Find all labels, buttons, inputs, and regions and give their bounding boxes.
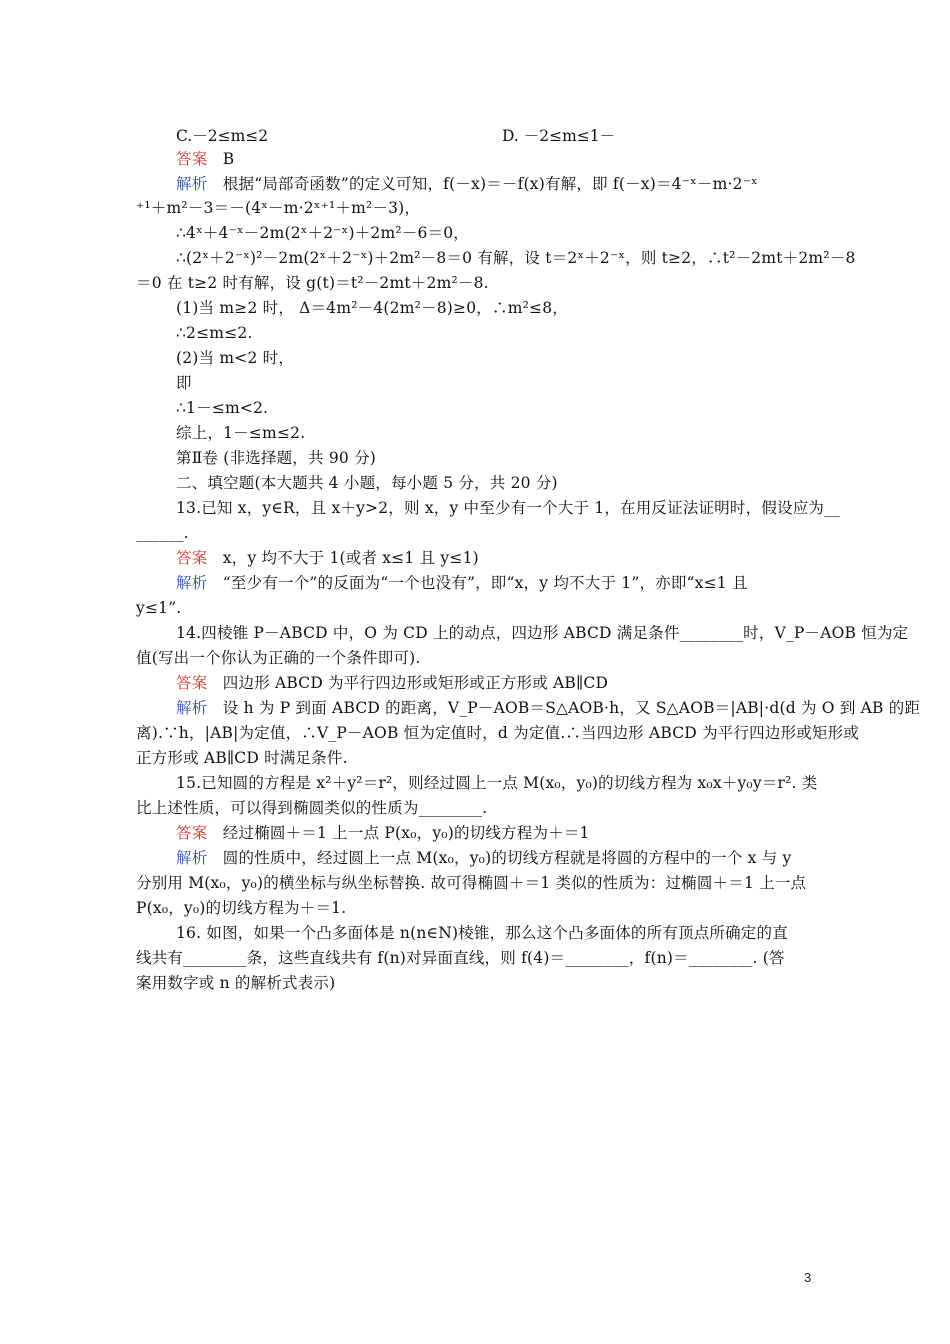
q15-answer: 经过椭圆＋＝1 上一点 P(x₀，y₀)的切线方程为＋＝1 (222, 824, 590, 842)
q12-line-9: 即 (176, 374, 192, 392)
q12-line-6: (1)当 m≥2 时， Δ＝4m²－4(2m²－8)≥0，∴m²≤8， (176, 299, 568, 317)
analysis-label: 解析 (176, 849, 208, 867)
q15-analysis-line-2: 分别用 M(x₀，y₀)的横坐标与纵坐标替换. 故可得椭圆＋＝1 类似的性质为：过椭圆＋＝1 上一点 (136, 874, 807, 892)
q13-analysis-line-2: y≤1”. (136, 599, 182, 617)
fill-in-section-title: 二、填空题(本大题共 4 小题，每小题 5 分，共 20 分) (176, 474, 558, 492)
q13-analysis-line (176, 573, 748, 593)
q16-question-line-1: 16. 如图，如果一个凸多面体是 n(n∈N)棱锥，那么这个凸多面体的所有顶点所确定的直 (176, 924, 788, 942)
part-2-heading: 第Ⅱ卷 (非选择题，共 90 分) (176, 449, 377, 467)
q15-analysis-line-3: P(x₀，y₀)的切线方程为＋＝1. (136, 899, 347, 917)
option-d: D. －2≤m≤1－ (502, 127, 616, 145)
q14-analysis-line-2: 离).∵h，|AB|为定值，∴V_P－AOB 恒为定值时，d 为定值.∴当四边形 ABCD 为平行四边形或矩形或 (136, 724, 860, 742)
analysis-label: 解析 (176, 175, 208, 193)
q15-analysis-text: 圆的性质中，经过圆上一点 M(x₀，y₀)的切线方程就是将圆的方程中的一个 x 与 y (222, 849, 792, 867)
q14-question-line-1: 14.四棱锥 P－ABCD 中，O 为 CD 上的动点，四边形 ABCD 满足条件________时，V_P－AOB 恒为定 (176, 624, 909, 642)
q12-line-4: ∴(2ˣ＋2⁻ˣ)²－2m(2ˣ＋2⁻ˣ)＋2m²－8＝0 有解，设 t＝2ˣ＋2⁻ˣ，则 t≥2，∴t²－2mt＋2m²－8 (176, 249, 856, 267)
analysis-label: 解析 (176, 699, 208, 717)
q14-question-line-2: 值(写出一个你认为正确的一个条件即可). (136, 649, 421, 667)
q14-analysis-text: 设 h 为 P 到面 ABCD 的距离，V_P－AOB＝S△AOB·h，又 S△AOB＝|AB|·d(d 为 O 到 AB 的距 (222, 699, 921, 717)
q15-answer-line (176, 823, 590, 843)
q14-analysis-line-3: 正方形或 AB∥CD 时满足条件. (136, 749, 348, 767)
q15-analysis-line (176, 848, 792, 868)
q15-question-line-2: 比上述性质，可以得到椭圆类似的性质为________. (136, 799, 488, 817)
option-c: C.－2≤m≤2 (176, 127, 269, 145)
q12-analysis-text: 根据“局部奇函数”的定义可知，f(－x)＝－f(x)有解，即 f(－x)＝4⁻ˣ－m·2⁻ˣ (222, 175, 758, 193)
page-number: 3 (804, 1270, 812, 1285)
q15-question-line-1: 15.已知圆的方程是 x²＋y²＝r²，则经过圆上一点 M(x₀，y₀)的切线方程为 x₀x＋y₀y＝r². 类 (176, 774, 818, 792)
q12-line-5: ＝0 在 t≥2 时有解，设 g(t)＝t²－2mt＋2m²－8. (136, 274, 489, 292)
answer-label: 答案 (176, 674, 208, 692)
q14-analysis-line (176, 698, 920, 718)
q12-line-3: ∴4ˣ＋4⁻ˣ－2m(2ˣ＋2⁻ˣ)＋2m²－6＝0， (176, 224, 469, 242)
q12-answer-line (176, 149, 234, 169)
q12-line-10: ∴1－≤m<2. (176, 399, 269, 417)
answer-label: 答案 (176, 824, 208, 842)
q12-analysis-line (176, 174, 758, 194)
q12-line-11: 综上，1－≤m≤2. (176, 424, 306, 442)
q12-line-7: ∴2≤m≤2. (176, 324, 253, 342)
q14-answer-line (176, 673, 608, 693)
answer-label: 答案 (176, 549, 208, 567)
q13-answer: x，y 均不大于 1(或者 x≤1 且 y≤1) (222, 549, 479, 567)
q12-line-2: ⁺¹＋m²－3＝－(4ˣ－m·2ˣ⁺¹＋m²－3)， (136, 199, 421, 217)
answer-label: 答案 (176, 150, 208, 168)
q13-question-line-2: ______. (136, 524, 189, 542)
q13-answer-line (176, 548, 479, 568)
q12-answer: B (222, 150, 235, 168)
analysis-label: 解析 (176, 574, 208, 592)
q13-analysis-text: “至少有一个”的反面为“一个也没有”，即“x，y 均不大于 1”，亦即“x≤1 且 (222, 574, 748, 592)
q12-line-8: (2)当 m<2 时， (176, 349, 295, 367)
q13-question-line-1: 13.已知 x，y∈R，且 x＋y>2，则 x，y 中至少有一个大于 1，在用反证法证明时，假设应为__ (176, 499, 841, 517)
q14-answer: 四边形 ABCD 为平行四边形或矩形或正方形或 AB∥CD (222, 674, 609, 692)
q16-question-line-2: 线共有________条，这些直线共有 f(n)对异面直线，则 f(4)＝________，f(n)＝________. (答 (136, 949, 785, 967)
q16-question-line-3: 案用数字或 n 的解析式表示) (136, 974, 336, 992)
